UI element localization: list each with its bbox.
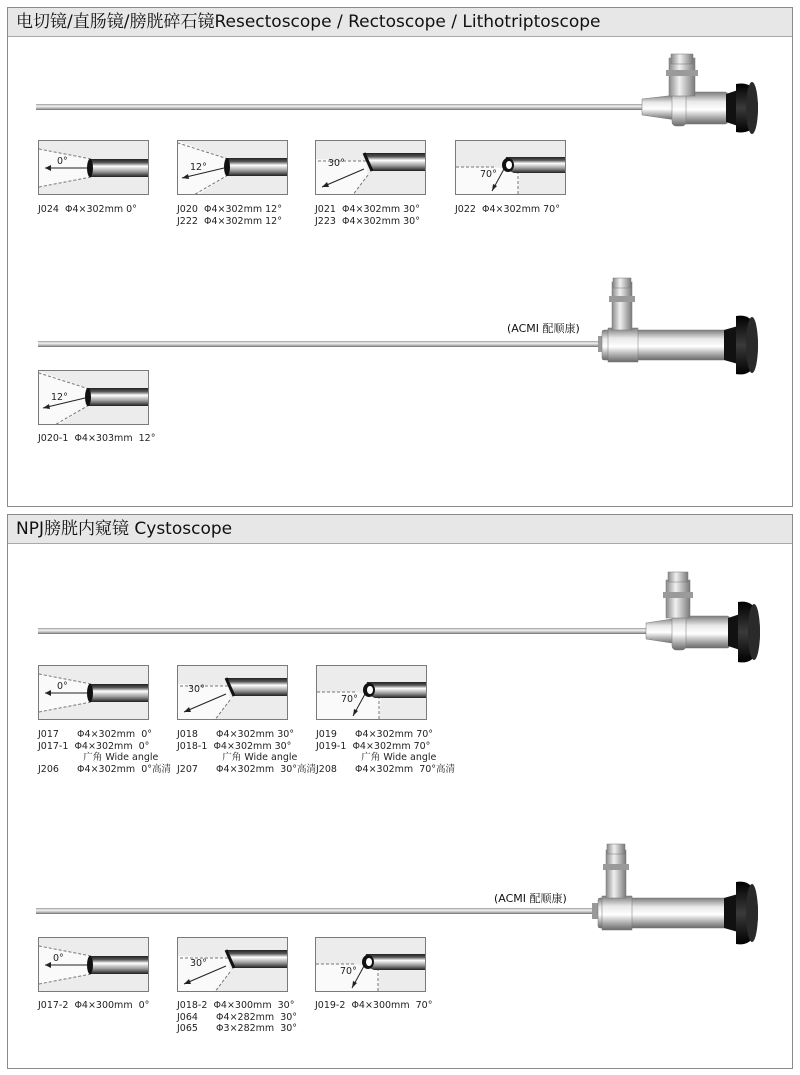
model-list: J019 Φ4×302mm 70° J019-1 Φ4×302mm 70° 广角 Wide angle J208 Φ4×302mm 70°高清 [316,729,456,775]
model-list: J017 Φ4×302mm 0° J017-1 Φ4×302mm 0° 广角 Wide angle J206 Φ4×302mm 0°高清 [38,729,172,775]
model-list: J024 Φ4×302mm 0° [38,204,137,215]
tip-diagram-0deg: 0° [38,140,149,195]
acmi-note: (ACMI 配顺康) [507,322,580,335]
tip-diagram-70deg: 70° [455,140,566,195]
tip-diagram-0deg: 0° [38,665,149,720]
tip-diagram-12deg: 12° [38,370,149,425]
model-list: J017-2 Φ4×300mm 0° [38,1000,150,1011]
tip-diagram-30deg: 30° [177,937,288,992]
tip-diagram-30deg: 30° [177,665,288,720]
tip-diagram-12deg: 12° [177,140,288,195]
model-list: J018 Φ4×302mm 30° J018-1 Φ4×302mm 30° 广角 Wide angle J207 Φ4×302mm 30°高清 [177,729,317,775]
section-title: NPJ膀胱内窥镜 Cystoscope [8,515,792,544]
resectoscope-acmi-telescope-image [38,276,768,381]
model-list: J021 Φ4×302mm 30° J223 Φ4×302mm 30° [315,204,420,227]
cystoscope-telescope-image [38,568,768,668]
section-title: 电切镜/直肠镜/膀胱碎石镜Resectoscope / Rectoscope / Lithotriptoscope [8,8,792,37]
model-list: J020 Φ4×302mm 12° J222 Φ4×302mm 12° [177,204,282,227]
tip-diagram-70deg: 70° [316,665,427,720]
resectoscope-telescope-image [36,50,766,150]
model-list: J018-2 Φ4×300mm 30° J064 Φ4×282mm 30° J065 Φ3×282mm 30° [177,1000,298,1034]
model-list: J020-1 Φ4×303mm 12° [38,433,156,444]
cystoscope-acmi-telescope-image [36,840,768,950]
model-list: J019-2 Φ4×300mm 70° [315,1000,433,1011]
model-list: J022 Φ4×302mm 70° [455,204,560,215]
acmi-note: (ACMI 配顺康) [494,892,567,905]
tip-diagram-70deg: 70° [315,937,426,992]
tip-diagram-30deg: 30° [315,140,426,195]
tip-diagram-0deg: 0° [38,937,149,992]
